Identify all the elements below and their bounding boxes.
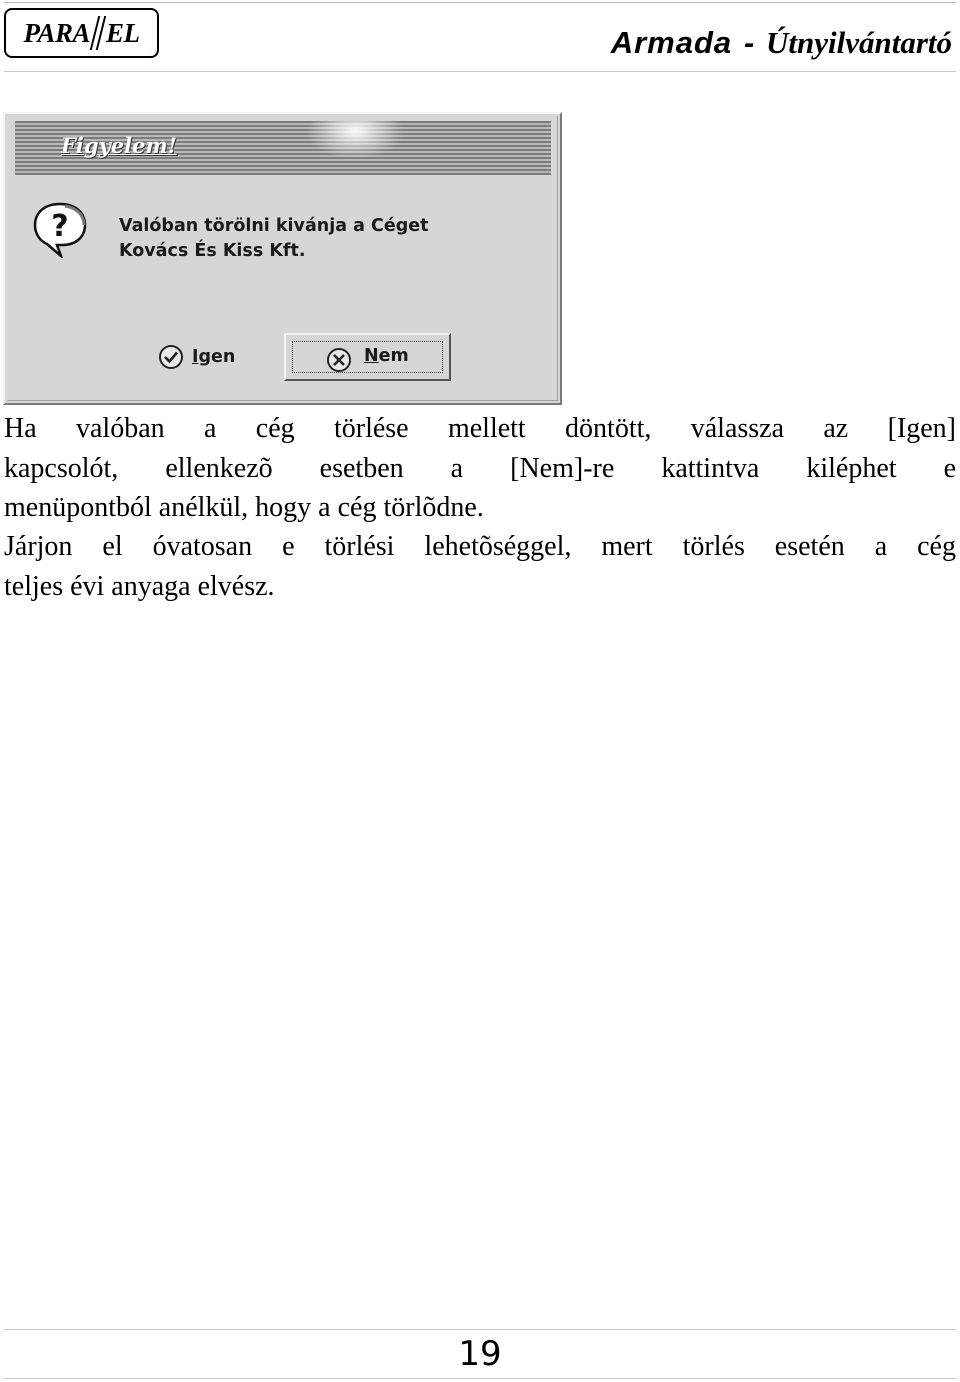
- parallel-logo: [4, 8, 159, 58]
- yes-accel-key: I: [192, 347, 199, 367]
- dialog-message-line: Kovács És Kiss Kft.: [119, 241, 306, 261]
- paragraph-confirm-instructions: [4, 409, 956, 528]
- dialog-title: Figyelem!: [61, 133, 177, 158]
- app-name: Armada: [610, 25, 733, 60]
- page-number: 19: [458, 1334, 502, 1374]
- svg-text:?: ?: [51, 209, 69, 244]
- footer-rule: [4, 1329, 956, 1330]
- text-line: Ha valóban a cég törlése mellett döntött, válassza az [Igen]: [4, 413, 956, 444]
- app-subtitle: Útnyilvántartó: [765, 25, 952, 60]
- header-title: [611, 25, 952, 61]
- no-button-label: em: [378, 346, 409, 366]
- bottom-rule: [4, 1378, 956, 1379]
- top-rule: [4, 2, 956, 3]
- text-line: Járjon el óvatosan e törlési lehetõséggel, mert törlés esetén a cég: [4, 531, 956, 562]
- header-rule: [4, 71, 956, 72]
- text-line: kapcsolót, ellenkezõ esetben a [Nem]-re kattintva kiléphet e: [4, 452, 956, 484]
- checkmark-circle-icon: [158, 344, 184, 370]
- text-line: teljes évi anyaga elvész.: [4, 570, 275, 602]
- logo-text-left: PARA: [23, 17, 90, 48]
- title-separator: -: [743, 25, 755, 60]
- no-button-label-wrap: [364, 346, 409, 366]
- yes-button[interactable]: [150, 333, 280, 381]
- confirm-delete-dialog: [3, 112, 562, 405]
- yes-button-label: gen: [198, 347, 236, 367]
- paragraph-warning: [4, 527, 956, 606]
- no-button[interactable]: [284, 333, 451, 381]
- question-balloon-icon: [31, 200, 89, 258]
- no-accel-key: N: [364, 346, 379, 366]
- logo-parallel-bars-icon: [91, 16, 105, 50]
- logo-text-right: EL: [106, 17, 140, 48]
- text-line: menüpontból anélkül, hogy a cég törlõdne.: [4, 492, 484, 523]
- dialog-message-line: Valóban törölni kivánja a Céget: [119, 216, 429, 236]
- dialog-titlebar[interactable]: [15, 121, 551, 175]
- x-circle-icon: [326, 347, 352, 373]
- dialog-message: [119, 214, 428, 264]
